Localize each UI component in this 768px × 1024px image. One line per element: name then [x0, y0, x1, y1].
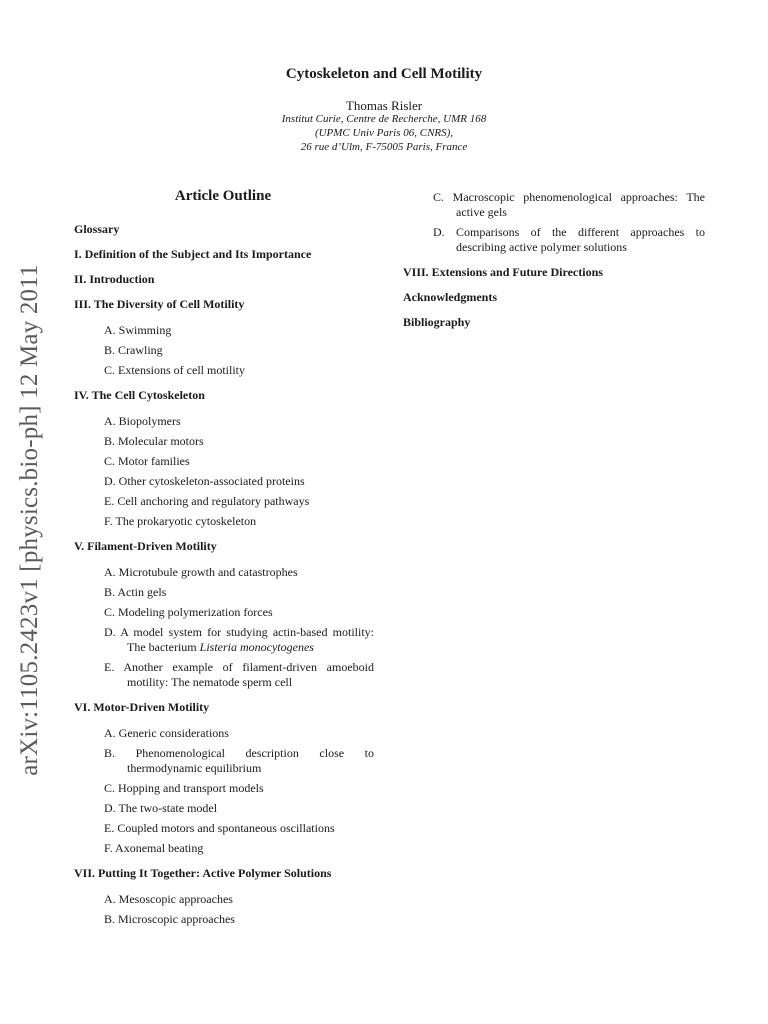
outline-item-3c: C. Extensions of cell motility: [104, 363, 245, 377]
outline-item-3b: B. Crawling: [104, 343, 163, 357]
outline-item-5d-species: Listeria monocytogenes: [199, 640, 314, 654]
paper-author: Thomas Risler: [345, 98, 423, 113]
outline-item-5c: C. Modeling polymerization forces: [104, 605, 273, 619]
outline-item-6a: A. Generic considerations: [104, 726, 229, 740]
outline-right-column: [403, 190, 705, 330]
outline-item-4d: D. Other cytoskeleton-associated proteins: [104, 474, 305, 488]
outline-section-6: VI. Motor-Driven Motility: [74, 700, 210, 714]
outline-glossary: Glossary: [74, 222, 120, 236]
paper-title: Cytoskeleton and Cell Motility: [285, 66, 483, 82]
outline-item-4e: E. Cell anchoring and regulatory pathways: [104, 494, 310, 508]
outline-item-6d: D. The two-state model: [104, 801, 218, 815]
affiliation-line-1: Institut Curie, Centre de Recherche, UMR 168: [281, 113, 487, 125]
arxiv-identifier: arXiv:1105.2423v1 [physics.bio-ph] 12 May 2011: [16, 264, 43, 776]
outline-item-5d-text: D. A model system for studying actin-based motility: The bacterium: [104, 625, 374, 654]
outline-item-4c: C. Motor families: [104, 454, 190, 468]
affiliation-line-2: (UPMC Univ Paris 06, CNRS),: [314, 127, 454, 139]
outline-item-4b: B. Molecular motors: [104, 434, 204, 448]
arxiv-sidebar-stamp: [10, 240, 50, 800]
outline-item-7a: A. Mesoscopic approaches: [104, 892, 233, 906]
outline-bibliography: Bibliography: [403, 315, 471, 329]
outline-item-6c: C. Hopping and transport models: [104, 781, 264, 795]
outline-item-4a: A. Biopolymers: [104, 414, 181, 428]
outline-heading: Article Outline: [174, 188, 272, 204]
outline-left-column: [74, 222, 374, 927]
outline-item-7b: B. Microscopic approaches: [104, 912, 235, 926]
affiliation-line-3: 26 rue d’Ulm, F-75005 Paris, France: [300, 141, 468, 153]
outline-item-6b: B. Phenomenological description close to thermodynamic equilibrium: [104, 746, 374, 775]
outline-item-5e: E. Another example of filament-driven amoeboid motility: The nematode sperm cell: [104, 660, 374, 689]
outline-item-5a: A. Microtubule growth and catastrophes: [104, 565, 298, 579]
outline-section-4: IV. The Cell Cytoskeleton: [74, 388, 205, 402]
outline-item-6f: F. Axonemal beating: [104, 841, 204, 855]
outline-item-4f: F. The prokaryotic cytoskeleton: [104, 514, 257, 528]
outline-item-7c: C. Macroscopic phenomenological approaches: The active gels: [433, 190, 705, 219]
outline-section-2: II. Introduction: [74, 272, 155, 286]
outline-item-6e: E. Coupled motors and spontaneous oscillations: [104, 821, 335, 835]
outline-section-5: V. Filament-Driven Motility: [74, 539, 217, 553]
outline-section-7: VII. Putting It Together: Active Polymer Solutions: [74, 866, 332, 880]
outline-item-5b: B. Actin gels: [104, 585, 167, 599]
outline-acknowledgments: Acknowledgments: [403, 290, 498, 304]
outline-item-7d: D. Comparisons of the different approaches to describing active polymer solutions: [433, 225, 705, 254]
outline-item-5d: [74, 625, 374, 655]
outline-section-3: III. The Diversity of Cell Motility: [74, 297, 245, 311]
outline-section-1: I. Definition of the Subject and Its Importance: [74, 247, 312, 261]
outline-item-3a: A. Swimming: [104, 323, 172, 337]
outline-section-8: VIII. Extensions and Future Directions: [403, 265, 603, 279]
